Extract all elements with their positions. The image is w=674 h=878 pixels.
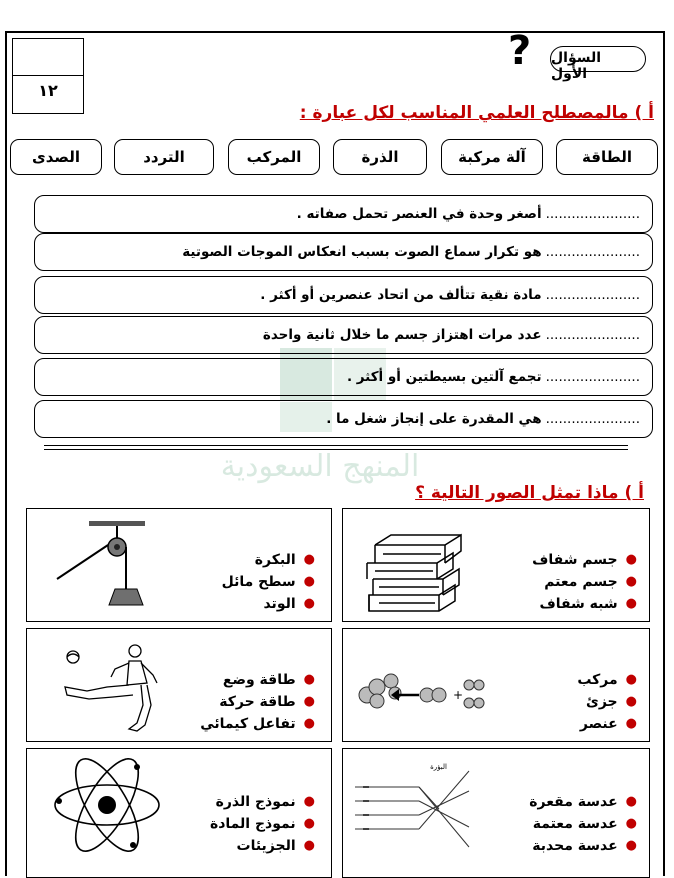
lens-focus-label: البؤرة xyxy=(430,763,447,771)
picture-card-pulley xyxy=(26,508,332,622)
statement-3 xyxy=(34,276,653,314)
options-list xyxy=(532,549,637,615)
lens-rays-icon xyxy=(349,757,479,857)
term-compound: المركب xyxy=(228,139,320,175)
statement-6 xyxy=(34,400,653,438)
svg-text:+: + xyxy=(453,688,464,702)
option-item[interactable]: ● عدسة محدبة xyxy=(532,838,637,854)
term-frequency: التردد xyxy=(114,139,214,175)
picture-card-molecules xyxy=(342,628,650,742)
options-list xyxy=(210,791,315,857)
term-energy: الطاقة xyxy=(556,139,658,175)
options-list xyxy=(529,791,637,857)
answer-blank[interactable]: ...................... xyxy=(545,411,640,427)
option-item[interactable]: ● طاقة حركة xyxy=(219,694,315,710)
atom-icon xyxy=(45,757,175,857)
statement-5 xyxy=(34,358,653,396)
molecule-reaction-icon xyxy=(353,663,493,715)
books-icon xyxy=(359,523,469,613)
question-badge xyxy=(508,28,648,82)
option-item[interactable]: ● طاقة وضع xyxy=(222,672,315,688)
option-item[interactable]: ● الوتد xyxy=(263,596,315,612)
option-item[interactable]: ● مركب xyxy=(577,672,637,688)
option-item[interactable]: ● الجزيئات xyxy=(236,838,315,854)
question-mark-icon: ? xyxy=(508,28,532,74)
statement-text: أصغر وحدة في العنصر تحمل صفاته . xyxy=(296,206,542,222)
statement-4 xyxy=(34,316,653,354)
section-a-title: أ ) مالمصطلح العلمي المناسب لكل عبارة : xyxy=(299,103,654,123)
option-item[interactable]: ● البكرة xyxy=(254,552,315,568)
question-label: السؤال الأول xyxy=(551,50,602,82)
statement-text: هي المقدرة على إنجاز شغل ما . xyxy=(326,411,542,427)
answer-blank[interactable]: ...................... xyxy=(545,244,640,260)
option-item[interactable]: ● عدسة مقعرة xyxy=(529,794,637,810)
divider xyxy=(44,445,628,446)
statement-text: هو تكرار سماع الصوت بسبب انعكاس الموجات الصوتية xyxy=(182,244,542,260)
statement-text: تجمع آلتين بسيطتين أو أكثر . xyxy=(346,369,542,385)
term-bank xyxy=(6,139,666,177)
options-list xyxy=(577,669,637,735)
answer-blank[interactable]: ...................... xyxy=(545,369,640,385)
football-player-icon xyxy=(57,639,167,735)
picture-card-books xyxy=(342,508,650,622)
watermark-text: المنهج السعودية xyxy=(220,449,420,484)
options-list xyxy=(200,669,315,735)
term-echo: الصدى xyxy=(10,139,102,175)
option-item[interactable]: ● سطح مائل xyxy=(221,574,315,590)
pulley-icon xyxy=(49,519,159,611)
statement-2 xyxy=(34,233,653,271)
picture-card-football xyxy=(26,628,332,742)
score-box xyxy=(12,38,84,114)
option-item[interactable]: ● عنصر xyxy=(579,716,637,732)
statement-text: عدد مرات اهتزاز جسم ما خلال ثانية واحدة xyxy=(262,327,542,343)
picture-card-lens xyxy=(342,748,650,878)
section-b-title: أ ) ماذا تمثل الصور التالية ؟ xyxy=(415,483,644,503)
option-item[interactable]: ● جسم معتم xyxy=(544,574,637,590)
options-list xyxy=(222,549,315,615)
picture-card-atom xyxy=(26,748,332,878)
option-item[interactable]: ● تفاعل كيمائي xyxy=(200,716,315,732)
term-atom: الذرة xyxy=(333,139,427,175)
answer-blank[interactable]: ...................... xyxy=(545,206,640,222)
statement-text: مادة نقية تتألف من اتحاد عنصرين أو أكثر . xyxy=(260,287,542,303)
answer-blank[interactable]: ...................... xyxy=(545,327,640,343)
option-item[interactable]: ● نموذج الذرة xyxy=(215,794,315,810)
option-item[interactable]: ● جزئ xyxy=(586,694,637,710)
term-compound-machine: آلة مركبة xyxy=(441,139,543,175)
divider xyxy=(44,449,628,450)
option-item[interactable]: ● عدسة معتمة xyxy=(532,816,637,832)
statement-1 xyxy=(34,195,653,233)
option-item[interactable]: ● نموذج المادة xyxy=(209,816,315,832)
score-value: ١٢ xyxy=(38,81,58,100)
option-item[interactable]: ● جسم شفاف xyxy=(532,552,637,568)
answer-blank[interactable]: ...................... xyxy=(545,287,640,303)
option-item[interactable]: ● شبه شفاف xyxy=(539,596,637,612)
